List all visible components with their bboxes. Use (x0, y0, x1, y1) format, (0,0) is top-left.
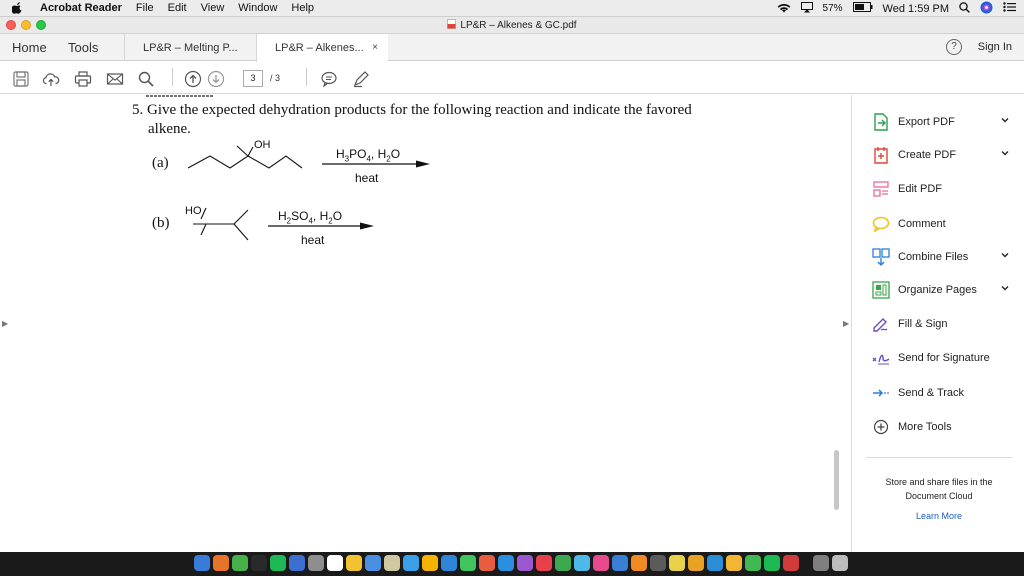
toolbar-divider (172, 68, 173, 86)
part-a-skeletal-structure (185, 143, 305, 173)
comment-toolbar-icon[interactable] (320, 70, 338, 88)
app-icon[interactable] (403, 555, 419, 571)
print-icon[interactable] (74, 70, 92, 88)
battery-icon[interactable] (853, 2, 873, 15)
search-icon[interactable] (137, 70, 155, 88)
app-icon[interactable] (745, 555, 761, 571)
next-page-icon[interactable] (207, 70, 225, 88)
page-total: / 3 (270, 73, 281, 83)
app-icon[interactable] (308, 555, 324, 571)
upload-cloud-icon[interactable] (42, 70, 60, 88)
tool-label: Send & Track (898, 387, 965, 399)
vertical-scrollbar[interactable] (834, 450, 839, 510)
part-b-label: (b) (152, 215, 170, 231)
menu-help[interactable]: Help (291, 2, 315, 14)
part-b-ho-label: HO (185, 205, 202, 217)
notification-center-icon[interactable] (1003, 2, 1016, 15)
app-icon[interactable] (384, 555, 400, 571)
menu-file[interactable]: File (135, 2, 154, 14)
acrobat-icon[interactable] (783, 555, 799, 571)
window-title: LP&R – Alkenes & GC.pdf (460, 20, 577, 32)
notes-icon[interactable] (346, 555, 362, 571)
learn-more-link[interactable]: Learn More (915, 511, 963, 521)
tool-more-tools[interactable] (870, 417, 1020, 437)
tool-label: Create PDF (898, 149, 957, 161)
tool-label: Edit PDF (898, 183, 943, 195)
chevron-down-icon[interactable] (1000, 115, 1010, 128)
toolbar (0, 62, 1024, 94)
app-icon[interactable] (631, 555, 647, 571)
tab-tools[interactable]: Tools (68, 40, 99, 55)
chevron-down-icon[interactable] (1000, 250, 1010, 263)
app-icon[interactable] (232, 555, 248, 571)
help-button[interactable]: ? (946, 39, 962, 55)
combine-files-icon (870, 248, 892, 266)
question-5 (132, 101, 692, 139)
pdf-file-icon (447, 19, 456, 32)
question-text-line2: alkene. (148, 121, 191, 137)
siri-icon[interactable] (980, 1, 993, 17)
spotlight-icon[interactable] (959, 2, 970, 16)
battery-percent: 57% (822, 3, 843, 14)
part-a-oh-label: OH (254, 139, 271, 151)
app-icon[interactable] (688, 555, 704, 571)
email-icon[interactable] (106, 70, 124, 88)
tool-send-for-signature[interactable] (870, 348, 1020, 368)
app-icon[interactable] (612, 555, 628, 571)
tool-label: Combine Files (898, 251, 969, 263)
document-view[interactable] (0, 95, 851, 552)
edit-pdf-icon (870, 180, 892, 198)
tool-label: Fill & Sign (898, 318, 948, 330)
chevron-down-icon[interactable] (1000, 148, 1010, 161)
wifi-icon[interactable] (777, 2, 791, 16)
part-a-reagent: $H_3PO_4$, $H_2O$ (336, 147, 401, 164)
app-icon[interactable] (669, 555, 685, 571)
close-tab-icon[interactable]: × (372, 42, 378, 53)
tab-document-alkenes[interactable] (256, 34, 388, 62)
finder-icon[interactable] (194, 555, 210, 571)
tool-label: Organize Pages (898, 284, 977, 296)
clock[interactable]: Wed 1:59 PM (882, 2, 949, 15)
comment-icon (870, 215, 892, 233)
collapse-right-panel-icon[interactable]: ▶ (843, 319, 850, 328)
app-icon[interactable] (813, 555, 829, 571)
tool-label: Send for Signature (898, 352, 990, 364)
tab-document-melting[interactable] (124, 34, 256, 61)
tab-label: LP&R – Melting P... (143, 41, 238, 54)
fill-sign-icon (870, 315, 892, 333)
part-b-condition: heat (301, 233, 325, 247)
chrome-icon[interactable] (213, 555, 229, 571)
part-b-reaction-arrow (266, 221, 378, 231)
tool-send-track[interactable] (870, 383, 1020, 403)
dock (0, 552, 1024, 576)
tool-label: Comment (898, 218, 946, 230)
tool-comment[interactable] (870, 214, 1020, 234)
collapse-left-panel-icon[interactable]: ▶ (2, 319, 9, 328)
previous-page-icon[interactable] (184, 70, 202, 88)
document-cloud-promo: Store and share files in the Document Cloud (885, 477, 993, 501)
menu-app-name[interactable]: Acrobat Reader (40, 2, 122, 14)
part-a-condition: heat (355, 171, 379, 185)
menu-edit[interactable]: Edit (167, 2, 187, 14)
tab-bar (0, 34, 1024, 61)
chevron-down-icon[interactable] (1000, 283, 1010, 296)
save-icon[interactable] (12, 70, 30, 88)
tool-create-pdf[interactable] (870, 145, 1020, 165)
app-icon[interactable] (555, 555, 571, 571)
app-icon[interactable] (650, 555, 666, 571)
export-pdf-icon (870, 113, 892, 131)
tool-label: Export PDF (898, 116, 955, 128)
clipped-previous-text (132, 95, 242, 98)
send-track-icon (870, 384, 892, 402)
pane-divider (866, 457, 1012, 458)
app-icon[interactable] (422, 555, 438, 571)
spotify-icon[interactable] (270, 555, 286, 571)
app-icon[interactable] (289, 555, 305, 571)
messages-icon[interactable] (441, 555, 457, 571)
tool-fill-sign[interactable] (870, 314, 1020, 334)
facetime-icon[interactable] (460, 555, 476, 571)
sign-in-link[interactable]: Sign In (977, 41, 1012, 53)
app-icon[interactable] (536, 555, 552, 571)
tool-combine-files[interactable] (870, 247, 1020, 267)
send-signature-icon (870, 349, 892, 367)
tools-pane (851, 95, 1024, 552)
app-icon[interactable] (726, 555, 742, 571)
tool-label: More Tools (898, 421, 952, 433)
photos-icon[interactable] (479, 555, 495, 571)
app-icon[interactable] (574, 555, 590, 571)
app-icon[interactable] (365, 555, 381, 571)
app-icon[interactable] (707, 555, 723, 571)
part-a-label: (a) (152, 155, 169, 171)
menu-view[interactable]: View (200, 2, 225, 14)
app-icon[interactable] (251, 555, 267, 571)
organize-pages-icon (870, 281, 892, 299)
apple-icon[interactable] (10, 2, 24, 14)
menu-bar (0, 0, 1024, 17)
more-tools-icon (870, 418, 892, 436)
spotify-icon[interactable] (764, 555, 780, 571)
tool-export-pdf[interactable] (870, 112, 1020, 132)
create-pdf-icon (870, 146, 892, 164)
tab-label: LP&R – Alkenes... (275, 42, 364, 54)
pen-icon[interactable] (352, 70, 370, 88)
page-number-input[interactable]: 3 (243, 70, 263, 87)
itunes-icon[interactable] (593, 555, 609, 571)
window-titlebar (0, 17, 1024, 34)
question-text-line1: 5. Give the expected dehydration products for the following reaction and indicate the favored (132, 102, 692, 118)
part-a-reaction-arrow (320, 159, 432, 169)
toolbar-divider (306, 68, 307, 86)
calendar-icon[interactable] (327, 555, 343, 571)
part-b-reagent: $H_2SO_4$, $H_2O$ (278, 209, 343, 226)
tool-organize-pages[interactable] (870, 280, 1020, 300)
tool-edit-pdf[interactable] (870, 179, 1020, 199)
trash-icon[interactable] (832, 555, 848, 571)
app-icon[interactable] (498, 555, 514, 571)
menu-window[interactable]: Window (238, 2, 278, 14)
app-icon[interactable] (517, 555, 533, 571)
tab-home[interactable]: Home (12, 40, 47, 55)
airplay-icon[interactable] (801, 2, 813, 16)
